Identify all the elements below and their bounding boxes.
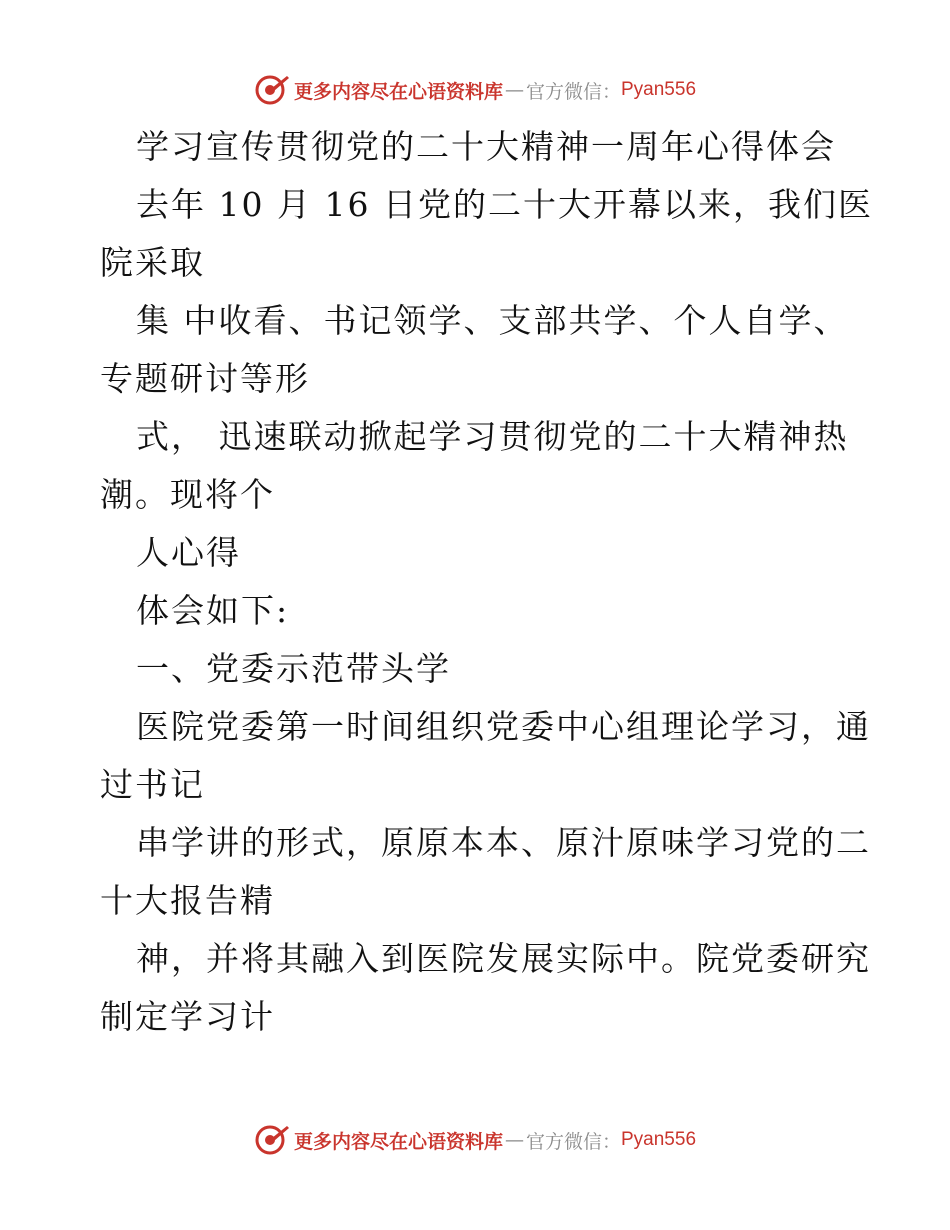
promo-text: 更多内容尽在心语资料库 <box>293 1130 503 1153</box>
separator-dash: — <box>504 79 524 101</box>
paragraph-line: 专题研讨等形 <box>100 359 310 398</box>
paragraph-line: 体会如下: <box>136 591 290 630</box>
paragraph-line: 集 中收看、书记领学、支部共学、个人自学、 <box>136 301 849 340</box>
section-heading: 一、党委示范带头学 <box>136 649 451 688</box>
paragraph-line: 院采取 <box>100 243 205 282</box>
paragraph-line: 潮。现将个 <box>100 475 275 514</box>
paragraph-line: 人心得 <box>136 533 241 572</box>
separator-dash: — <box>504 1129 524 1151</box>
wechat-id: Pyan556 <box>621 79 697 100</box>
paragraph-line: 过书记 <box>100 765 205 804</box>
paragraph-line: 制定学习计 <box>100 997 275 1036</box>
document-body <box>100 118 873 1046</box>
promo-text: 更多内容尽在心语资料库 <box>293 80 503 103</box>
official-wechat-label: 官方微信： <box>525 80 621 103</box>
paragraph-line: 十大报告精 <box>100 881 275 920</box>
paragraph-line: 式， 迅速联动掀起学习贯彻党的二十大精神热 <box>136 417 849 456</box>
header-banner <box>0 70 950 110</box>
paragraph-line: 去年 10 月 16 日党的二十大开幕以来，我们医 <box>136 185 873 224</box>
footer-banner <box>0 1120 950 1160</box>
document-title: 学习宣传贯彻党的二十大精神一周年心得体会 <box>136 127 836 166</box>
paragraph-line: 神，并将其融入到医院发展实际中。院党委研究 <box>136 939 871 978</box>
pen-logo-icon <box>254 1122 290 1158</box>
paragraph-line: 串学讲的形式，原原本本、原汁原味学习党的二 <box>136 823 871 862</box>
official-wechat-label: 官方微信： <box>525 1130 621 1153</box>
wechat-id: Pyan556 <box>621 1129 697 1150</box>
paragraph-line: 医院党委第一时间组织党委中心组理论学习，通 <box>136 707 871 746</box>
pen-logo-icon <box>254 72 290 108</box>
